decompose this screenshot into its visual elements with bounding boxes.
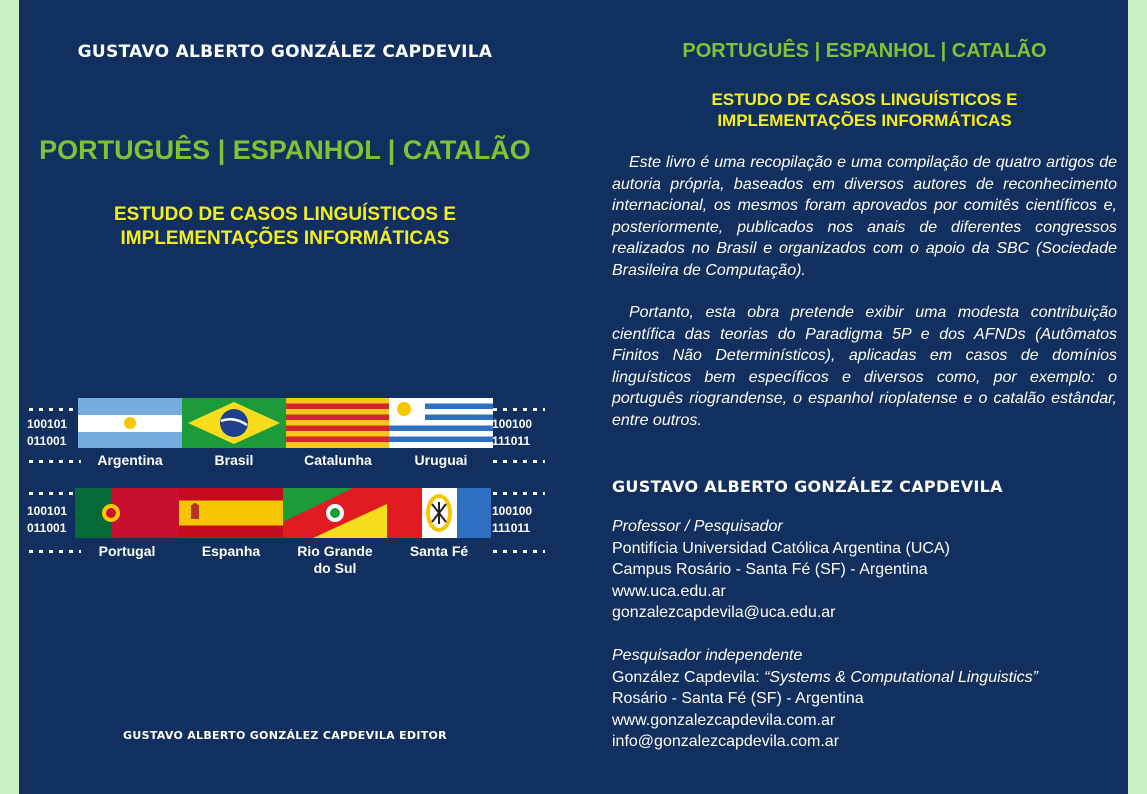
book-cover [19,0,1128,794]
subtitle-front [19,203,551,251]
binary-dots [493,550,545,553]
flag-label-uruguai: Uruguai [414,452,468,468]
author-name-back: GUSTAVO ALBERTO GONZÁLEZ CAPDEVILA [612,477,1003,496]
flag-santa-fe [387,488,491,538]
languages-title-back: PORTUGUÊS | ESPANHOL | CATALÃO [682,40,1047,62]
flag-label-brasil: Brasil [214,452,254,468]
binary-dots [493,408,545,411]
description [612,152,1117,431]
subtitle-line-1: ESTUDO DE CASOS LINGUÍSTICOS E [711,90,1018,109]
flag-label-rio-grande-do-sul [283,543,387,577]
project-title: “Systems & Computational Linguistics” [764,668,1038,686]
flag-label-santa-fe: Santa Fé [409,543,469,559]
binary-code-right-2 [492,503,532,537]
binary-dots [493,460,545,463]
binary-code-line: 111011 [492,521,531,535]
subtitle-line-2: IMPLEMENTAÇÕES INFORMÁTICAS [717,111,1012,130]
flag-label-portugal: Portugal [98,543,156,559]
subtitle-back [612,89,1117,131]
binary-code-line: 011001 [27,434,67,448]
affiliation-block-2 [612,645,1117,753]
binary-dots [493,492,545,495]
affiliation-block-1 [612,516,1117,624]
binary-code-line: 111011 [492,434,531,448]
binary-code-left-2 [27,503,67,537]
flag-label-line: Rio Grande [297,543,373,559]
flag-portugal [75,488,179,538]
flag-label-argentina: Argentina [97,452,163,468]
flag-label-espanha: Espanha [201,543,261,559]
website-link[interactable]: www.uca.edu.ar [612,582,726,600]
flag-argentina [78,398,182,448]
binary-code-line: 100100 [492,417,533,431]
binary-dots [29,492,81,495]
flag-label-catalunha: Catalunha [304,452,372,468]
institution: Pontifícia Universidad Católica Argentina (UCA) [612,539,950,557]
binary-dots [29,408,81,411]
editor-name: GUSTAVO ALBERTO GONZÁLEZ CAPDEVILA EDITOR [123,729,447,742]
email-link[interactable]: info@gonzalezcapdevila.com.ar [612,733,840,750]
flag-brasil [182,398,286,448]
subtitle-line-1: ESTUDO DE CASOS LINGUÍSTICOS E [113,204,457,225]
binary-code-right-1 [492,416,532,450]
flags-graphic [19,390,579,590]
description-paragraph-1: Este livro é uma recopilação e uma compilação de quatro artigos de autoria própria, baseados em diversos autores de reconhecimento internacional, os mesmos foram aprovados por comitês científicos e, posteriormente, publicados nos anais de diferentes congressos realizados no Brasil e organizados com o apoio da SBC (Sociedade Brasileira de Computação). [612,154,1117,279]
project-line [612,667,1117,689]
role-label: Professor / Pesquisador [612,518,783,535]
subtitle-line-2: IMPLEMENTAÇÕES INFORMÁTICAS [120,228,450,249]
flag-catalunha [286,398,390,448]
binary-code-line: 100101 [27,504,68,518]
website-link[interactable]: www.gonzalezcapdevila.com.ar [612,711,836,729]
description-paragraph-2: Portanto, esta obra pretende exibir uma modesta contribuição científica das teorias do Paradigma 5P e dos AFNDs (Autômatos Finitos Não Determinísticos), aplicadas em casos de domínios linguísticos bem específicos e diversos como, por exemplo: o português riograndense, o espanhol rioplatense e o catalão estândar, entre outros. [612,304,1117,429]
flag-uruguai [389,398,493,448]
campus: Campus Rosário - Santa Fé (SF) - Argentina [612,561,928,578]
binary-code-line: 011001 [27,521,67,535]
location: Rosário - Santa Fé (SF) - Argentina [612,690,864,707]
flag-espanha [179,488,283,538]
languages-title-front: PORTUGUÊS | ESPANHOL | CATALÃO [39,135,531,165]
flag-label-line: do Sul [313,560,357,576]
author-name-front: GUSTAVO ALBERTO GONZÁLEZ CAPDEVILA [77,42,493,62]
binary-dots [29,460,81,463]
role-label: Pesquisador independente [612,647,803,664]
project-prefix: González Capdevila: [612,668,765,686]
flag-rio-grande-do-sul [283,488,387,538]
binary-code-line: 100100 [492,504,533,518]
binary-dots [29,550,81,553]
email-link[interactable]: gonzalezcapdevila@uca.edu.ar [612,604,836,621]
binary-code-line: 100101 [27,417,68,431]
binary-code-left-1 [27,416,67,450]
